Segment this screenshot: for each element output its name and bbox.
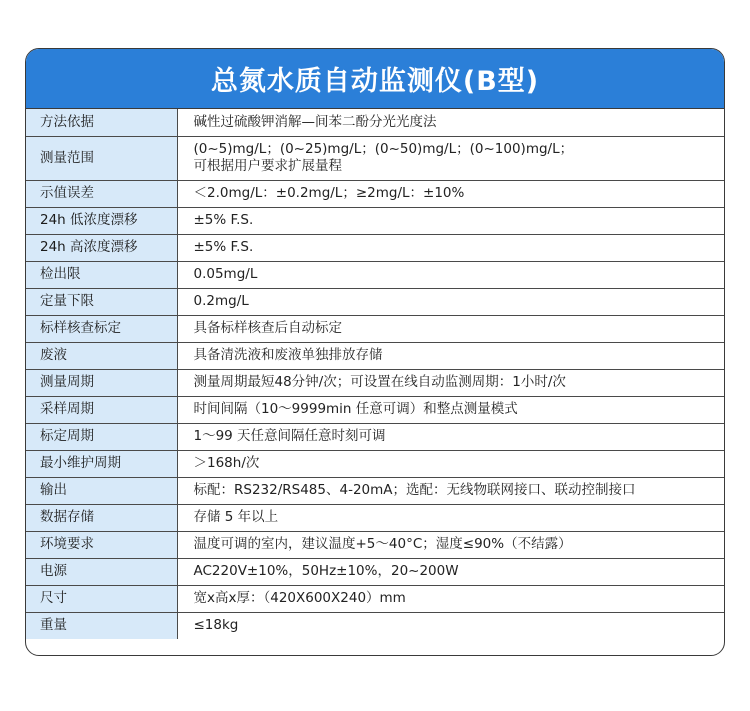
spec-value xyxy=(177,558,724,585)
spec-table-body xyxy=(26,109,724,639)
spec-value-line: 具备标样核查后自动标定 xyxy=(193,320,342,336)
table-row xyxy=(26,612,724,639)
table-row xyxy=(26,136,724,180)
spec-value-line: 测量周期最短48分钟/次；可设置在线自动监测周期：1小时/次 xyxy=(193,374,566,390)
spec-value xyxy=(177,207,724,234)
spec-value xyxy=(177,504,724,531)
table-row xyxy=(26,261,724,288)
table-row xyxy=(26,504,724,531)
spec-value-line: 可根据用户要求扩展量程 xyxy=(193,158,342,174)
table-row xyxy=(26,180,724,207)
spec-label: 示值误差 xyxy=(26,180,177,207)
spec-label: 数据存储 xyxy=(26,504,177,531)
spec-label: 废液 xyxy=(26,342,177,369)
spec-value-line: ≤18kg xyxy=(193,617,239,634)
table-row xyxy=(26,315,724,342)
spec-label: 尺寸 xyxy=(26,585,177,612)
spec-value-line: 1～99 天任意间隔任意时刻可调 xyxy=(193,428,386,444)
spec-value-line: 0.05mg/L xyxy=(193,266,258,282)
table-row xyxy=(26,477,724,504)
spec-value xyxy=(177,531,724,558)
spec-value xyxy=(177,315,724,342)
table-row xyxy=(26,369,724,396)
table-row xyxy=(26,207,724,234)
spec-label: 标定周期 xyxy=(26,423,177,450)
spec-value xyxy=(177,136,724,180)
spec-value-line: 存储 5 年以上 xyxy=(193,509,279,525)
spec-label: 输出 xyxy=(26,477,177,504)
table-row xyxy=(26,342,724,369)
spec-value-line: ＜2.0mg/L：±0.2mg/L；≥2mg/L：±10% xyxy=(193,185,465,201)
table-row xyxy=(26,109,724,136)
spec-value xyxy=(177,288,724,315)
table-row xyxy=(26,585,724,612)
spec-label: 24h 高浓度漂移 xyxy=(26,234,177,261)
spec-value xyxy=(177,450,724,477)
spec-value-line: 宽x高x厚：（420X600X240）mm xyxy=(193,590,406,606)
spec-table xyxy=(26,109,724,639)
spec-value xyxy=(177,180,724,207)
spec-value-line: AC220V±10%，50Hz±10%，20~200W xyxy=(193,563,459,579)
spec-label: 检出限 xyxy=(26,261,177,288)
spec-value xyxy=(177,477,724,504)
spec-value-line: ±5% F.S. xyxy=(193,239,254,255)
spec-value-line: ＞168h/次 xyxy=(193,455,260,471)
spec-value xyxy=(177,585,724,612)
spec-value-line: 碱性过硫酸钾消解—间苯二酚分光光度法 xyxy=(193,113,437,130)
spec-label: 环境要求 xyxy=(26,531,177,558)
table-row xyxy=(26,234,724,261)
spec-value-line: ±5% F.S. xyxy=(193,212,254,228)
spec-value xyxy=(177,612,724,639)
table-row xyxy=(26,531,724,558)
spec-value-line: 标配：RS232/RS485、4-20mA；选配：无线物联网接口、联动控制接口 xyxy=(193,482,636,498)
spec-value xyxy=(177,423,724,450)
spec-value-line: 时间间隔（10～9999min 任意可调）和整点测量模式 xyxy=(193,401,518,417)
spec-value-line: 具备清洗液和废液单独排放存储 xyxy=(193,347,383,363)
spec-value xyxy=(177,369,724,396)
spec-label: 测量周期 xyxy=(26,369,177,396)
table-row xyxy=(26,423,724,450)
spec-value xyxy=(177,234,724,261)
spec-value xyxy=(177,396,724,423)
page-title: 总氮水质自动监测仪(B型) xyxy=(26,49,724,109)
spec-value-line: (0~5)mg/L；(0~25)mg/L；(0~50)mg/L；(0~100)mg/L； xyxy=(193,141,574,157)
spec-label: 方法依据 xyxy=(26,109,177,136)
spec-value xyxy=(177,261,724,288)
spec-label: 重量 xyxy=(26,612,177,639)
spec-value-line: 0.2mg/L xyxy=(193,293,249,309)
table-row xyxy=(26,288,724,315)
spec-value xyxy=(177,342,724,369)
spec-label: 电源 xyxy=(26,558,177,585)
spec-label: 标样核查标定 xyxy=(26,315,177,342)
spec-value-line: 温度可调的室内，建议温度+5～40°C；湿度≤90%（不结露） xyxy=(193,536,572,552)
spec-label: 最小维护周期 xyxy=(26,450,177,477)
table-row xyxy=(26,450,724,477)
spec-label: 测量范围 xyxy=(26,136,177,180)
spec-label: 采样周期 xyxy=(26,396,177,423)
spec-label: 24h 低浓度漂移 xyxy=(26,207,177,234)
spec-card xyxy=(25,48,725,656)
spec-label: 定量下限 xyxy=(26,288,177,315)
table-row xyxy=(26,558,724,585)
table-row xyxy=(26,396,724,423)
spec-value xyxy=(177,109,724,136)
